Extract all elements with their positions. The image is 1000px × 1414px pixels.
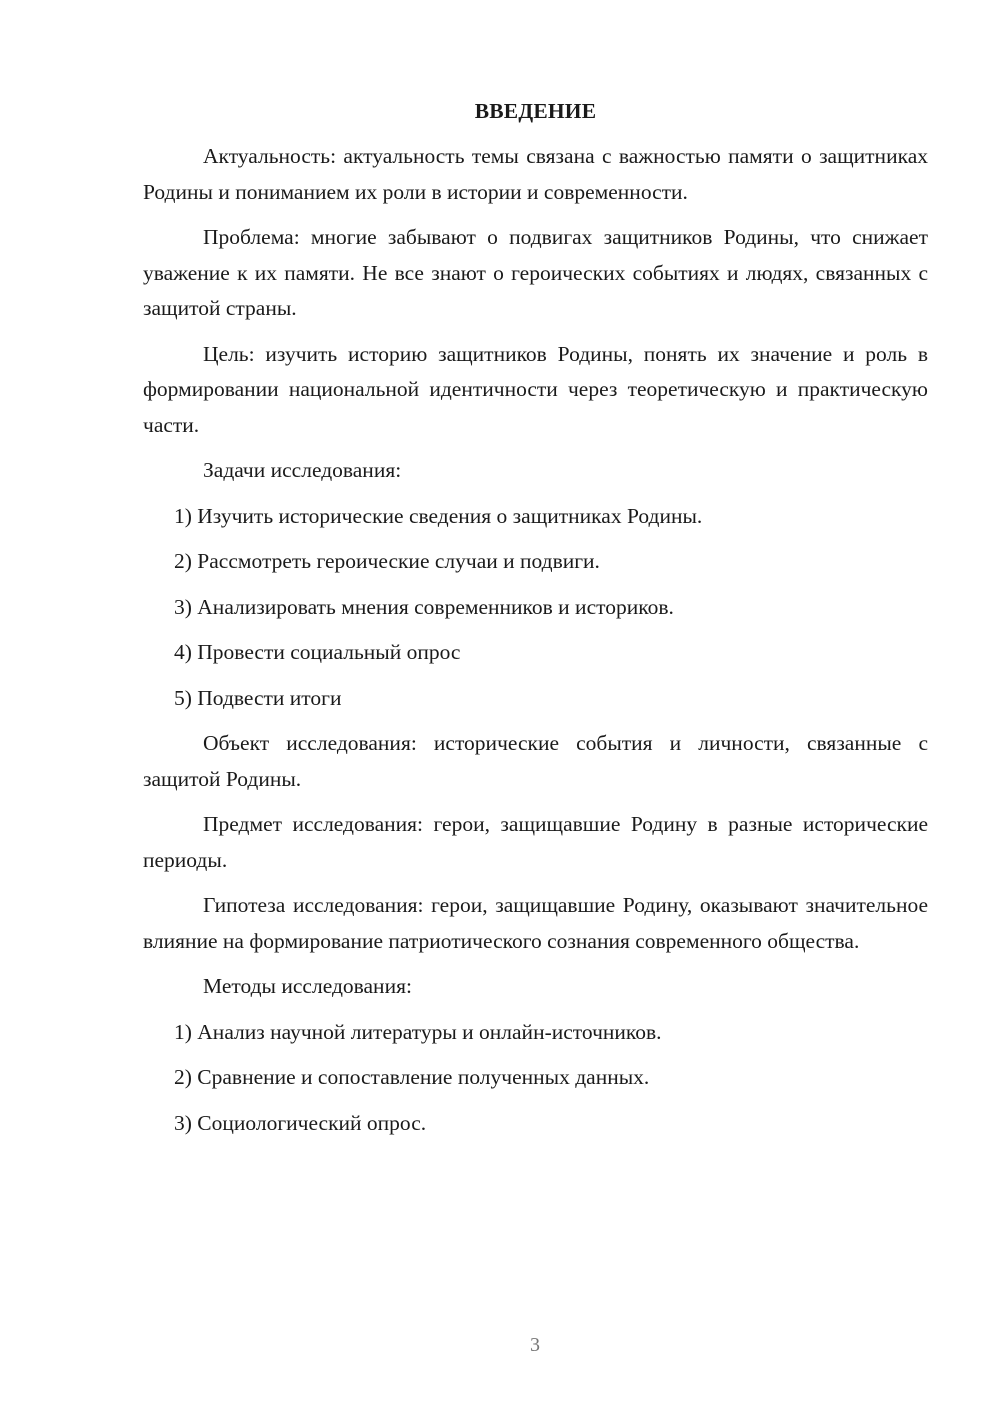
- tasks-title: Задачи исследования:: [203, 458, 402, 482]
- relevance-paragraph: Актуальность: актуальность темы связана с важностью памяти о защитниках Родины и пониманием их роли в истории и современности.: [143, 144, 928, 204]
- subject-paragraph: Предмет исследования: герои, защищавшие Родину в разные исторические периоды.: [143, 812, 928, 872]
- hypothesis-paragraph: Гипотеза исследования: герои, защищавшие Родину, оказывают значительное влияние на формирование патриотического сознания современного общества.: [143, 893, 928, 953]
- page-number: 3: [530, 1334, 540, 1356]
- problem-paragraph: Проблема: многие забывают о подвигах защитников Родины, что снижает уважение к их памяти. Не все знают о героических событиях и людях, связанных с защитой страны.: [143, 225, 928, 320]
- methods-title: Методы исследования:: [203, 974, 412, 998]
- list-item: 4) Провести социальный опрос: [174, 640, 461, 664]
- list-item: 3) Анализировать мнения современников и историков.: [174, 594, 674, 619]
- list-item: 1) Анализ научной литературы и онлайн-источников.: [174, 1019, 662, 1044]
- tasks-list: [143, 499, 928, 717]
- document-page: [143, 96, 928, 1151]
- object-paragraph: Объект исследования: исторические события и личности, связанные с защитой Родины.: [143, 731, 928, 791]
- list-item: 5) Подвести итоги: [174, 685, 342, 710]
- list-item: 1) Изучить исторические сведения о защитниках Родины.: [174, 503, 703, 528]
- list-item: 3) Социологический опрос.: [174, 1110, 427, 1135]
- goal-paragraph: Цель: изучить историю защитников Родины, понять их значение и роль в формировании национальной идентичности через теоретическую и практическую части.: [143, 341, 928, 437]
- list-item: 2) Сравнение и сопоставление полученных данных.: [174, 1065, 650, 1089]
- section-heading: ВВЕДЕНИЕ: [474, 99, 597, 123]
- list-item: 2) Рассмотреть героические случаи и подвиги.: [174, 549, 600, 573]
- methods-list: [143, 1015, 928, 1142]
